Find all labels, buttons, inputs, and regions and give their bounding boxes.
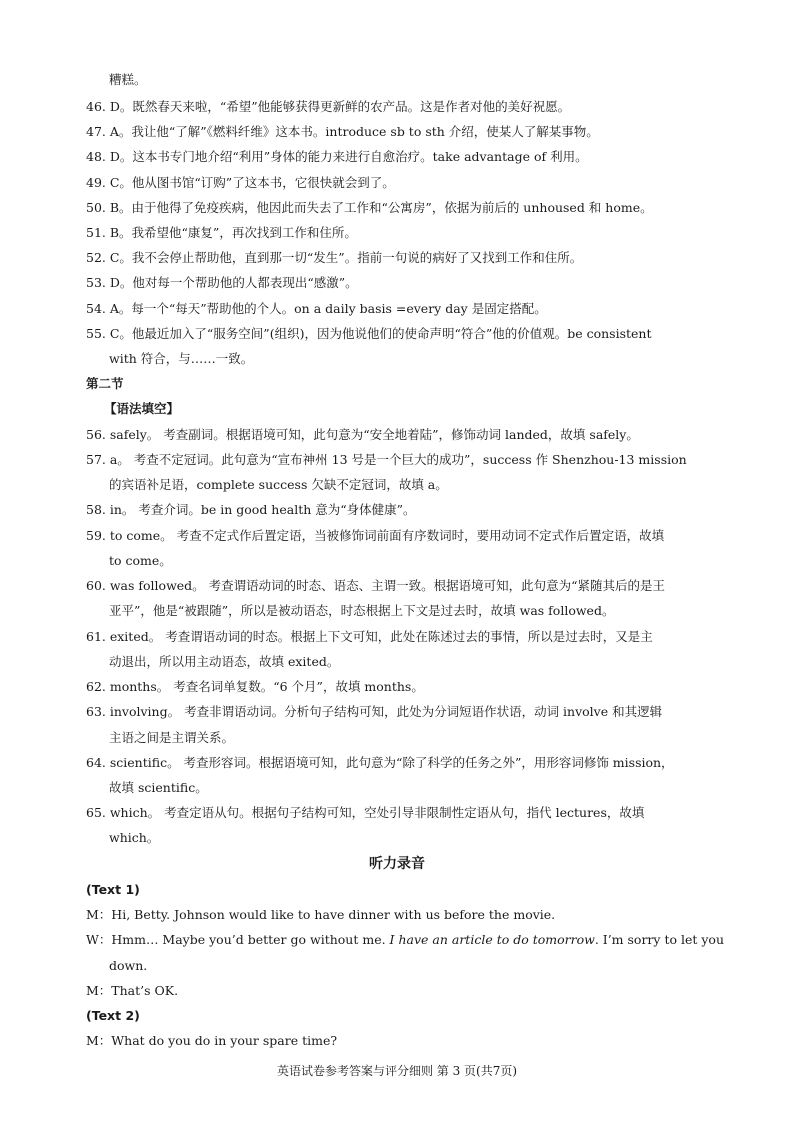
listening-section-title: 听力录音 [369,856,425,872]
text1-label: (Text 1) [86,882,140,897]
section-heading: 第二节 [86,376,124,391]
page-footer: 英语试卷参考答案与评分细则 第 3 页(共7页) [276,1064,518,1078]
dialogue-text: . I’m sorry to let you [594,932,724,947]
dialogue-line-m2: M：That’s OK. [86,983,179,998]
answer-61: 61. exited。 考查谓语动词的时态。根据上下文可知，此处在陈述过去的事情，所以是过去时，又是主 [86,629,653,644]
answer-65-cont: which。 [109,830,160,845]
answer-51: 51. B。我希望他“康复”，再次找到工作和住所。 [86,225,357,240]
answer-64: 64. scientific。 考查形容词。根据语境可知，此句意为“除了科学的任务之外”，用形容词修饰 mission， [86,755,674,770]
dialogue-line-w1-cont: down. [109,958,148,973]
answer-63-cont: 主语之间是主谓关系。 [109,730,235,745]
answer-60: 60. was followed。 考查谓语动词的时态、语态、主谓一致。根据语境可知，此句意为“紧随其后的是王 [86,578,666,593]
answer-45-tail: 糟糕。 [109,72,147,87]
answer-50: 50. B。由于他得了免疫疾病，他因此而失去了工作和“公寓房”，依据为前后的 unhoused 和 home。 [86,200,653,215]
answer-65: 65. which。 考查定语从句。根据句子结构可知，空处引导非限制性定语从句，指代 lectures，故填 [86,805,645,820]
answer-59-cont: to come。 [109,553,172,568]
answer-64-cont: 故填 scientific。 [109,780,208,795]
answer-63: 63. involving。 考查非谓语动词。分析句子结构可知，此处为分词短语作状语，动词 involve 和其逻辑 [86,704,663,719]
answer-48: 48. D。这本书专门地介绍“利用”身体的能力来进行自愈治疗。take advantage of 利用。 [86,149,588,164]
dialogue-italic-text: I have an article to do tomorrow [389,932,595,947]
answer-53: 53. D。他对每一个帮助他的人都表现出“感激”。 [86,275,358,290]
answer-60-cont: 亚平”，他是“被跟随”，所以是被动语态，时态根据上下文是过去时，故填 was followed。 [109,603,615,618]
text2-label: (Text 2) [86,1008,140,1023]
answer-46: 46. D。既然春天来啦，“希望”他能够获得更新鲜的农产品。这是作者对他的美好祝愿。 [86,99,571,114]
answer-57-cont: 的宾语补足语，complete success 欠缺不定冠词，故填 a。 [109,477,448,492]
answer-55-cont: with 符合，与……一致。 [109,351,254,366]
dialogue-line-m3: M：What do you do in your spare time? [86,1033,338,1048]
answer-59: 59. to come。 考查不定式作后置定语，当被修饰词前面有序数词时，要用动词不定式作后置定语，故填 [86,528,665,543]
answer-49: 49. C。他从图书馆“订购”了这本书，它很快就会到了。 [86,175,395,190]
dialogue-text: W：Hmm… Maybe you’d better go without me. [86,932,390,947]
answer-55: 55. C。他最近加入了“服务空间”(组织)，因为他说他们的使命声明“符合”他的价值观。be consistent [86,326,652,341]
answer-47: 47. A。我让他“了解”《燃料纤维》这本书。introduce sb to sth 介绍，使某人了解某事物。 [86,124,599,139]
dialogue-line-w1 [86,932,724,948]
dialogue-line-m1: M：Hi, Betty. Johnson would like to have dinner with us before the movie. [86,907,556,922]
answer-57: 57. a。 考查不定冠词。此句意为“宣布神州 13 号是一个巨大的成功”，success 作 Shenzhou-13 mission [86,452,687,467]
grammar-heading: 【语法填空】 [104,401,180,416]
answer-56: 56. safely。 考查副词。根据语境可知，此句意为“安全地着陆”，修饰动词 landed，故填 safely。 [86,427,639,442]
answer-54: 54. A。每一个“每天”帮助他的个人。on a daily basis =every day 是固定搭配。 [86,301,547,316]
answer-62: 62. months。 考查名词单复数。“6 个月”，故填 months。 [86,679,424,694]
answer-61-cont: 动退出，所以用主动语态，故填 exited。 [109,654,340,669]
answer-58: 58. in。 考查介词。be in good health 意为“身体健康”。 [86,502,416,517]
answer-52: 52. C。我不会停止帮助他，直到那一切“发生”。指前一句说的病好了又找到工作和住所。 [86,250,583,265]
